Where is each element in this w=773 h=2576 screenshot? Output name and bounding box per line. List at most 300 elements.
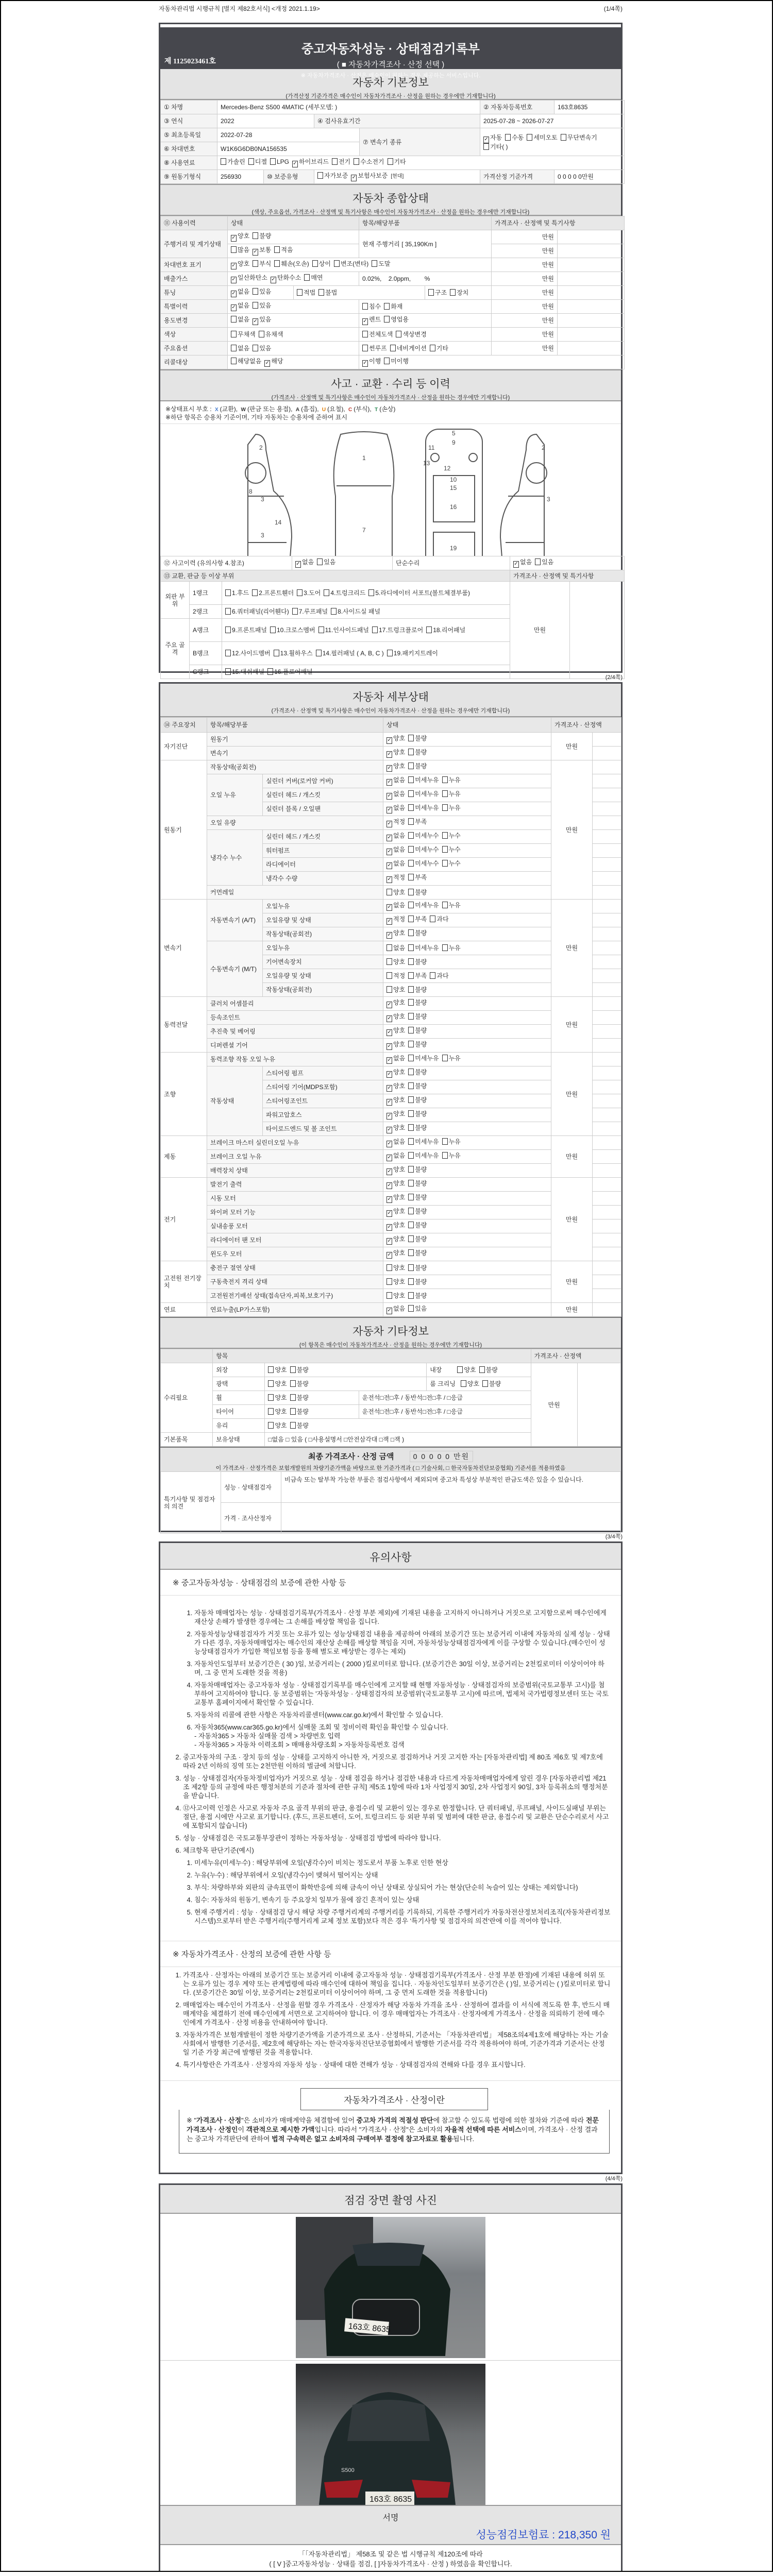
empty-box-icon bbox=[225, 668, 231, 675]
checkbox-option bbox=[386, 1166, 405, 1175]
body-text: 에 참고할 수 있도록 법령에 의한 절차와 기준에 따라 bbox=[433, 2116, 586, 2124]
checked-box-icon: ✓ bbox=[231, 291, 236, 296]
checkbox-option bbox=[354, 158, 384, 165]
transmission-label: ⑦ 변속기 종류 bbox=[360, 128, 480, 156]
criteria-list bbox=[173, 1858, 611, 1925]
state-options bbox=[383, 997, 551, 1011]
empty-box-icon bbox=[362, 331, 368, 337]
state-options bbox=[383, 1136, 551, 1150]
header-usage: ⑪ 사용이력 bbox=[161, 216, 228, 230]
checkbox-label: 양호 bbox=[393, 889, 406, 896]
inspection-insurance-fee: 성능점검보험료 : 218,350 원 bbox=[476, 2529, 611, 2541]
state-options bbox=[383, 1011, 551, 1025]
empty-box-icon bbox=[312, 260, 318, 267]
checkbox-label: 미세누유 bbox=[415, 804, 439, 811]
checkbox-option bbox=[324, 589, 365, 597]
checkbox-label: 15.대쉬패널 bbox=[232, 668, 265, 675]
price-note bbox=[593, 788, 621, 802]
empty-box-icon bbox=[408, 1208, 414, 1214]
checked-box-icon: ✓ bbox=[253, 249, 258, 255]
checkbox-option bbox=[408, 1249, 427, 1257]
empty-box-icon bbox=[274, 246, 280, 253]
notice-text: 자동차매매업자는 중고자동차 성능 · 상태점검기록부를 매수인에게 고지할 때 현행 자동차성능 · 상태점검자의 보증범위(국토교통부 고시)를 첨부하여 고지하여야 합니다. 동 보증범위는 '자동차성능 · 상태점검자의 보증범위'(국토교통부 고시)에 따르며, 법제처 국가법령정보센터 또는 국토교통부 홈페이지에서 확인할 수 있습니다. bbox=[194, 1681, 609, 1706]
notice-text: 미세누유(미세누수) : 해당부위에 오일(냉각수)이 비치는 정도로서 부품 노후로 인한 현상 bbox=[194, 1859, 448, 1867]
checkbox-option bbox=[386, 902, 405, 911]
checkbox-label: 네비게이션 bbox=[396, 345, 427, 352]
empty-box-icon bbox=[408, 1292, 414, 1299]
empty-box-icon bbox=[408, 818, 414, 825]
wheel-options bbox=[265, 1391, 359, 1405]
checkbox-label: 누유 bbox=[448, 944, 461, 952]
emission-label: 배출가스 bbox=[161, 272, 228, 286]
checkbox-label: 10.크로스멤버 bbox=[276, 626, 315, 634]
empty-box-icon bbox=[408, 790, 414, 797]
checkbox-option bbox=[221, 158, 245, 165]
state-options bbox=[383, 802, 551, 816]
checkbox-label: 없음 bbox=[238, 316, 250, 323]
empty-box-icon bbox=[408, 944, 414, 951]
header-price: 가격조사 · 산정액 및 특기사항 bbox=[492, 216, 625, 230]
price-note bbox=[593, 1011, 621, 1025]
checkbox-option bbox=[386, 1305, 405, 1314]
emphasis-text: 전문 가격조사 · 산정인 bbox=[187, 2116, 599, 2133]
empty-box-icon bbox=[290, 1394, 296, 1401]
detail-row bbox=[161, 997, 621, 1011]
fuel-label: ⑧ 사용연료 bbox=[161, 156, 217, 170]
empty-box-icon bbox=[252, 589, 258, 596]
checkbox-option bbox=[408, 972, 427, 979]
checkbox-option bbox=[408, 1082, 427, 1090]
checkbox-label: 양호 bbox=[393, 1096, 406, 1104]
checkbox-option bbox=[362, 316, 381, 325]
checkbox-option bbox=[408, 944, 439, 952]
part-label: 라디에이터 bbox=[263, 858, 383, 872]
notice-text: 특기사항란은 가격조사 · 산정자의 자동차 성능 · 상태에 대한 견해가 성능 · 상태점검자의 견해와 다를 경우 표시합니다. bbox=[183, 2061, 526, 2069]
checkbox-option bbox=[225, 626, 267, 634]
polish-options bbox=[265, 1377, 427, 1391]
checkbox-option bbox=[408, 1152, 439, 1159]
checkbox-option bbox=[408, 1208, 427, 1215]
car-name: Mercedes-Benz S500 4MATIC (세부모델: ) bbox=[217, 100, 480, 114]
checkbox-option bbox=[231, 331, 256, 338]
checkbox-option bbox=[231, 358, 261, 365]
mileage-condition bbox=[228, 230, 359, 244]
notices-section-2 bbox=[160, 1971, 621, 2069]
header-item: 항목/해당부품 bbox=[359, 216, 492, 230]
checkbox-label: 과다 bbox=[436, 916, 449, 923]
basic-items-label: 기본품목 bbox=[161, 1433, 213, 1447]
basic-info-table bbox=[160, 100, 625, 184]
appraiser-opinion bbox=[281, 1503, 621, 1534]
checkbox-label: 불량 bbox=[415, 1013, 427, 1020]
checkbox-option bbox=[408, 1055, 439, 1062]
engine: 256930 bbox=[217, 170, 264, 184]
header-price: 가격조사 · 산정액 bbox=[551, 718, 621, 733]
checkbox-option bbox=[408, 1222, 427, 1229]
reg-no-label: ② 자동차등록번호 bbox=[480, 100, 554, 114]
checked-box-icon: ✓ bbox=[231, 304, 236, 310]
checkbox-option bbox=[408, 1096, 427, 1104]
checked-box-icon: ✓ bbox=[387, 876, 392, 882]
checkbox-option bbox=[253, 316, 271, 325]
empty-box-icon bbox=[390, 345, 396, 351]
detail-row bbox=[161, 1178, 621, 1192]
checkbox-option bbox=[386, 1069, 405, 1078]
checkbox-label: 있음 bbox=[259, 345, 272, 352]
checked-box-icon: ✓ bbox=[387, 1029, 392, 1035]
item-group-label: 냉각수 누수 bbox=[207, 830, 263, 886]
notice-text: 부식: 차량하부와 외판의 금속표면이 화학반응에 의해 금속이 아닌 상태로 상실되어 가는 현상(단순히 녹슬어 있는 상태는 제외합니다) bbox=[194, 1884, 578, 1891]
checkbox-option bbox=[253, 260, 271, 267]
item-label: 라디에이터 팬 모터 bbox=[207, 1233, 383, 1247]
empty-box-icon bbox=[408, 776, 414, 783]
checkbox-label: 없음 bbox=[393, 902, 406, 909]
empty-box-icon bbox=[259, 331, 264, 337]
checkbox-label: 적법 bbox=[304, 289, 316, 296]
checkbox-option bbox=[231, 302, 249, 311]
checkbox-option bbox=[408, 804, 439, 811]
empty-box-icon bbox=[450, 289, 456, 296]
warranty-options bbox=[317, 172, 391, 179]
price-note bbox=[593, 1289, 621, 1303]
checked-box-icon: ✓ bbox=[387, 1196, 392, 1202]
checkbox-option bbox=[386, 1096, 405, 1106]
part-label: 오일유량 및 상태 bbox=[263, 969, 383, 983]
price-unit: 만원 bbox=[492, 230, 558, 244]
device-group: 원동기 bbox=[161, 760, 207, 900]
empty-box-icon bbox=[442, 944, 448, 951]
checkbox-option bbox=[561, 134, 597, 141]
checkbox-label: 과다 bbox=[436, 972, 449, 979]
checkbox-option bbox=[312, 260, 331, 267]
state-options bbox=[383, 983, 551, 997]
notice-text: 누유(누수) : 해당부위에서 오일(냉각수)이 맺혀서 떨어지는 상태 bbox=[194, 1871, 378, 1879]
legend-meaning: (요철), bbox=[327, 405, 347, 413]
price-note bbox=[593, 1108, 621, 1122]
item-label: 디퍼렌셜 기어 bbox=[207, 1039, 383, 1053]
price-unit: 만원 bbox=[551, 1303, 593, 1317]
detail-header bbox=[160, 684, 621, 717]
checkbox-option bbox=[386, 735, 405, 744]
checkbox-option bbox=[386, 1278, 405, 1285]
price-unit: 만원 bbox=[551, 1136, 593, 1178]
empty-box-icon bbox=[408, 846, 414, 853]
device-group: 동력전달 bbox=[161, 997, 207, 1053]
checkbox-label: 양호 bbox=[393, 1027, 406, 1034]
checkbox-label: 불량 bbox=[415, 1264, 427, 1272]
price-unit: 만원 bbox=[551, 1178, 593, 1261]
final-price-note: 이 가격조사 · 산정가격은 보험개발원의 차량기준가액을 바탕으로 한 기준가격과 ( □ 기술사회, □ 한국자동차진단보증협회) 기준서를 적용하였음 bbox=[215, 1465, 566, 1471]
checked-box-icon: ✓ bbox=[363, 318, 367, 324]
checkbox-label: 누유 bbox=[448, 902, 461, 909]
empty-box-icon bbox=[386, 1292, 392, 1299]
state-options bbox=[383, 1247, 551, 1261]
empty-box-icon bbox=[408, 1069, 414, 1075]
empty-box-icon bbox=[362, 345, 368, 351]
checkbox-option bbox=[408, 958, 427, 965]
checkbox-option bbox=[231, 246, 249, 253]
checkbox-label: 불량 bbox=[415, 1124, 427, 1131]
empty-box-icon bbox=[408, 1264, 414, 1271]
checkbox-option bbox=[386, 972, 405, 979]
notice-text: 자동차성능상태점검자가 거짓 또는 오류가 있는 성능상태점검 내용을 제공하여 아래의 보증기간 또는 보증거리 이내에 자동차의 실제 성능 · 상태가 다른 경우, 자동차매매업자는 매수인의 재산상 손해를 배상할 책임을 지며, 자동차성능상태점검자에게 이를 구상할 수 있습니다.(매수인이 성능상태점검자가 가입한 책임보험 등을 통해 별도로 배상받는 경우는 제외) bbox=[194, 1630, 610, 1655]
checkbox-option bbox=[442, 790, 461, 798]
checkbox-label: 자동 bbox=[490, 133, 502, 141]
mileage-label: 주행거리 및 계기상태 bbox=[161, 230, 228, 258]
checkbox-option bbox=[274, 246, 293, 253]
device-group: 조향 bbox=[161, 1053, 207, 1136]
checkbox-option bbox=[408, 1180, 427, 1187]
checkbox-option bbox=[482, 1380, 501, 1387]
checkbox-label: 불량 bbox=[415, 1082, 427, 1090]
state-options bbox=[383, 1192, 551, 1206]
checkbox-option bbox=[386, 1152, 405, 1161]
empty-box-icon bbox=[274, 260, 280, 267]
price-note bbox=[593, 1261, 621, 1275]
checkbox-label: 7.루프패널 bbox=[298, 608, 328, 615]
tuning-options bbox=[228, 286, 294, 300]
empty-box-icon bbox=[408, 1110, 414, 1117]
checkbox-option bbox=[408, 832, 439, 839]
cleaning-cell bbox=[427, 1377, 531, 1391]
price-note bbox=[593, 1150, 621, 1164]
checkbox-label: 훼손(오손) bbox=[281, 260, 309, 267]
state-options bbox=[383, 1039, 551, 1053]
state-options bbox=[383, 1066, 551, 1080]
checkbox-option bbox=[408, 1235, 427, 1243]
checkbox-label: 양호 bbox=[393, 1180, 406, 1187]
checkbox-option bbox=[408, 860, 439, 867]
checkbox-option bbox=[231, 288, 249, 297]
price-unit: 만원 bbox=[492, 258, 558, 272]
header-device: ⑭ 주요장치 bbox=[161, 718, 207, 733]
empty-box-icon bbox=[231, 358, 237, 364]
empty-box-icon bbox=[408, 1138, 414, 1145]
empty-box-icon bbox=[408, 1305, 414, 1312]
notice-subitem: - 자동차365 > 자동차 이력조회 > 매매용차량조회 > 자동차등록번호 검색 bbox=[194, 1741, 405, 1749]
checkbox-option bbox=[225, 589, 249, 597]
signature-section bbox=[160, 2505, 621, 2545]
checkbox-label: 8.사이드실 패널 bbox=[338, 608, 381, 615]
checkbox-label: 14.필러패널 ( A, B, C ) bbox=[322, 650, 384, 657]
checkbox-label: 19.패키지트레이 bbox=[393, 650, 439, 657]
document-number: 제 1125023461호 bbox=[164, 58, 216, 65]
checkbox-option bbox=[408, 986, 427, 993]
warranty-cell bbox=[314, 170, 480, 184]
checkbox-label: 불량 bbox=[415, 1249, 427, 1257]
checkbox-label: 있음 bbox=[259, 316, 272, 323]
checkbox-option bbox=[442, 804, 461, 811]
price-unit: 만원 bbox=[492, 244, 558, 258]
checkbox-label: 불량 bbox=[415, 1235, 427, 1243]
reg-no: 163호8635 bbox=[554, 100, 625, 114]
header-state: 상태 bbox=[383, 718, 551, 733]
notice-item bbox=[194, 1908, 611, 1925]
document-title: 중고자동차성능 · 상태점검기록부 bbox=[301, 42, 480, 56]
checkbox-label: 누수 bbox=[448, 832, 461, 839]
checkbox-label: 기타( ) bbox=[490, 143, 508, 150]
detail-row bbox=[161, 733, 621, 747]
checkbox-option bbox=[408, 929, 427, 937]
state-options bbox=[383, 1025, 551, 1039]
checkbox-option bbox=[386, 929, 405, 939]
checkbox-label: 상이 bbox=[318, 260, 331, 267]
checkbox-option bbox=[271, 274, 301, 283]
notice-text: 자동차의 리콜에 관한 사항은 자동차리콜센터(www.car.go.kr)에서 확인할 수 있습니다. bbox=[194, 1711, 443, 1719]
footer-line-2: ( [ V ]중고자동차성능 · 상태를 점검, [ ]자동차가격조사 · 산정 ) 하였음을 확인합니다. bbox=[269, 2560, 512, 2568]
part-label: 냉각수 수량 bbox=[263, 872, 383, 886]
checkbox-label: 불량 bbox=[415, 1292, 427, 1299]
checked-box-icon: ✓ bbox=[387, 793, 392, 799]
exterior-label: 외장 bbox=[213, 1363, 265, 1377]
recall-label: 리콜대상 bbox=[161, 355, 228, 369]
tire-positions: 운전석□전□후 / 동반석□전□후 / □응급 bbox=[359, 1405, 531, 1419]
checkbox-option bbox=[259, 331, 283, 338]
year-label: ③ 연식 bbox=[161, 114, 217, 128]
checkbox-label: 18.리어패널 bbox=[433, 626, 466, 634]
checkbox-label: 불량 bbox=[415, 762, 427, 770]
empty-box-icon bbox=[408, 916, 414, 922]
price-note bbox=[593, 941, 621, 955]
checked-box-icon: ✓ bbox=[387, 1210, 392, 1216]
checkbox-label: 3.도어 bbox=[304, 589, 321, 597]
price-unit: 만원 bbox=[510, 582, 570, 679]
checkbox-option bbox=[390, 345, 427, 352]
checkbox-label: 양호 bbox=[393, 929, 406, 937]
checkbox-label: 적음 bbox=[281, 246, 293, 253]
checkbox-label: 누유 bbox=[448, 804, 461, 811]
opinion-table bbox=[160, 1471, 621, 1534]
header-state: 상태 bbox=[228, 216, 359, 230]
checkbox-label: 없음 bbox=[520, 558, 532, 566]
checkbox-label: 불량 bbox=[415, 1222, 427, 1229]
checkbox-label: 없음 bbox=[393, 1055, 406, 1062]
price-note bbox=[593, 802, 621, 816]
checkbox-label: 불량 bbox=[415, 1194, 427, 1201]
cleaning-options bbox=[461, 1380, 504, 1387]
engine-label: ⑨ 원동기형식 bbox=[161, 170, 217, 184]
state-options bbox=[383, 1303, 551, 1317]
part-label: 스티어링조인트 bbox=[263, 1094, 383, 1108]
license-plate: 163호 8635 bbox=[348, 2321, 391, 2335]
notice-item bbox=[183, 2060, 611, 2069]
item-label: 윈도우 모터 bbox=[207, 1247, 383, 1261]
state-options bbox=[383, 941, 551, 955]
checkbox-option bbox=[384, 358, 409, 365]
transmission-options bbox=[480, 128, 625, 156]
checkbox-label: 세미오토 bbox=[533, 133, 558, 141]
detail-state-table bbox=[160, 717, 621, 1317]
item-label: 와이퍼 모터 기능 bbox=[207, 1206, 383, 1219]
price-note bbox=[593, 747, 621, 760]
empty-box-icon bbox=[461, 1380, 466, 1387]
checkbox-label: 없음 bbox=[393, 1305, 406, 1312]
checkbox-label: 양호 bbox=[393, 1208, 406, 1215]
state-options bbox=[383, 747, 551, 760]
checkbox-option bbox=[386, 874, 405, 883]
checkbox-option bbox=[408, 889, 427, 896]
legend-meaning: (흠집), bbox=[301, 405, 321, 413]
rank-label: A랭크 bbox=[190, 619, 222, 642]
checkbox-label: 미세누수 bbox=[415, 832, 439, 839]
part-number: 14 bbox=[275, 519, 282, 526]
checkbox-label: 13.휠하우스 bbox=[280, 650, 313, 657]
checkbox-label: 적정 bbox=[393, 916, 406, 923]
empty-box-icon bbox=[225, 650, 231, 656]
checkbox-option bbox=[442, 902, 461, 909]
notice-text: 매매업자는 매수인이 가격조사 · 산정을 원할 경우 가격조사 · 산정자가 해당 자동차 가격을 조사 · 산정하여 결과를 이 서식에 적도록 한 후, 반드시 매매계약을 체결하기 전에 매수인에게 서면으로 고지하여야 합니다. 이 경우 매매업자는 가격조사 · 산정자에게 가격조사 · 산정을 의뢰하기 전에 매수인에게 가격조사 · 산정 비용을 안내하여야 합니다. bbox=[183, 2001, 610, 2026]
price-unit: 만원 bbox=[551, 1053, 593, 1136]
inspector-label: 성능 · 상태점검자 bbox=[221, 1472, 281, 1503]
item-label: 구동축전지 격리 상태 bbox=[207, 1275, 383, 1289]
empty-box-icon bbox=[408, 1082, 414, 1089]
checkbox-label: 하이브리드 bbox=[298, 158, 329, 165]
header-item: 항목/해당부품 bbox=[207, 718, 383, 733]
checkbox-option bbox=[386, 804, 405, 814]
part-number: 19 bbox=[450, 545, 457, 552]
part-number: 10 bbox=[450, 476, 457, 483]
page-number: (2/4쪽) bbox=[605, 674, 623, 681]
checkbox-option bbox=[351, 172, 388, 181]
checkbox-label: 불량 bbox=[296, 1394, 309, 1401]
section-subtitle: (이 항목은 매수인이 자동차가격조사 · 산정을 원하는 경우에만 기재합니다) bbox=[299, 1342, 482, 1348]
checkbox-option bbox=[290, 1422, 309, 1429]
empty-box-icon bbox=[318, 289, 324, 296]
empty-box-icon bbox=[317, 558, 323, 565]
empty-box-icon bbox=[428, 289, 434, 296]
section-subtitle: (색상, 주요옵션, 가격조사 · 산정액 및 특기사항은 매수인이 자동차가격조사 · 산정을 원하는 경우에만 기재합니다) bbox=[251, 209, 530, 215]
checkbox-label: 불량 bbox=[415, 1096, 427, 1104]
checkbox-label: 누수 bbox=[448, 860, 461, 867]
appraisal-box-title: 자동차가격조사 · 산정이란 bbox=[300, 2088, 488, 2110]
mileage-value: 현재 주행거리 [ 35,190Km ] bbox=[359, 230, 492, 258]
empty-box-icon bbox=[225, 589, 231, 596]
empty-box-icon bbox=[408, 1124, 414, 1131]
empty-box-icon bbox=[268, 1394, 274, 1401]
part-number: 3 bbox=[261, 532, 264, 539]
checkbox-option bbox=[388, 158, 406, 165]
checkbox-label: 없음 bbox=[393, 860, 406, 867]
header-price: 가격조사 · 산정액 bbox=[531, 1349, 620, 1363]
empty-box-icon bbox=[442, 1055, 448, 1061]
checkbox-option bbox=[408, 1292, 427, 1299]
holding-options: □없음 □ 있음 ( □사용설명서 □안전삼각대 □잭 □잭 ) bbox=[265, 1433, 531, 1447]
empty-box-icon bbox=[561, 134, 566, 141]
price-unit: 만원 bbox=[551, 1261, 593, 1303]
checkbox-label: 불량 bbox=[259, 232, 272, 240]
checkbox-label: 양호 bbox=[393, 1041, 406, 1048]
price-note bbox=[593, 955, 621, 969]
state-options bbox=[383, 733, 551, 747]
empty-box-icon bbox=[483, 143, 489, 150]
checkbox-option bbox=[450, 289, 468, 296]
empty-box-icon bbox=[386, 889, 392, 895]
overall-state-header bbox=[160, 184, 621, 216]
legend-meaning: (부식), bbox=[354, 405, 374, 413]
checkbox-label: 양호 bbox=[275, 1408, 287, 1415]
checkbox-label: 없음 bbox=[393, 1152, 406, 1159]
checkbox-label: 없음 bbox=[393, 776, 406, 784]
checkbox-option bbox=[318, 626, 369, 634]
item-label: 연료누출(LP가스포함) bbox=[207, 1303, 383, 1317]
empty-box-icon bbox=[535, 558, 541, 565]
checkbox-option bbox=[362, 331, 393, 338]
checkbox-label: 보험사보증 bbox=[358, 172, 388, 179]
empty-box-icon bbox=[457, 1366, 463, 1373]
checkbox-option bbox=[386, 1013, 405, 1022]
empty-box-icon bbox=[408, 1041, 414, 1047]
checkbox-option bbox=[231, 260, 249, 269]
